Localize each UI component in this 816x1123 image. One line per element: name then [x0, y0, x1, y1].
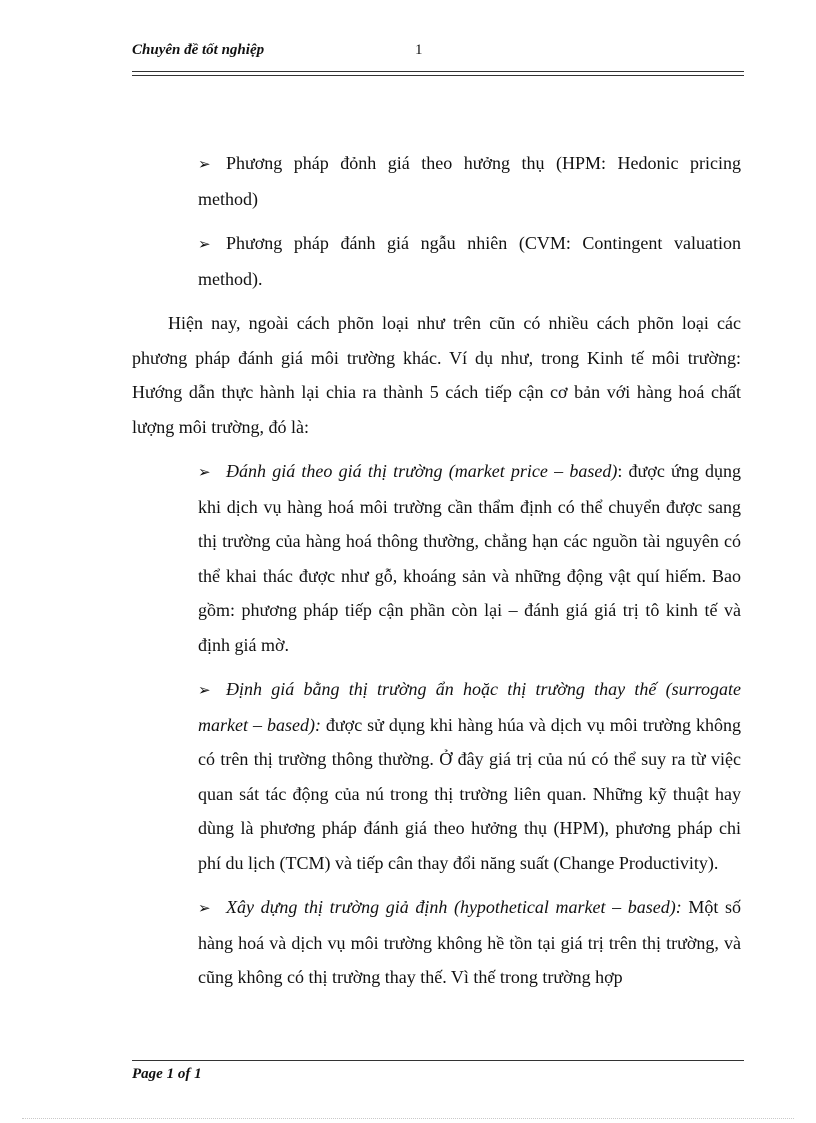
arrow-bullet-icon: ➢ — [198, 899, 211, 917]
list-item-body: : được ứng dụng khi dịch vụ hàng hoá môi trường cần thẩm định có thể chuyển được sang thị trường của hàng hoá thông thường, chẳng hạn các nguồn tài nguyên có thể khai thác được như gỗ, khoáng sản và những động vật quí hiếm. Bao gồm: phương pháp tiếp cận phần còn lại – đánh giá giá trị tô kinh tế và định giá mờ. — [198, 461, 741, 655]
list-item-text: Phương pháp đỏnh giá theo hưởng thụ (HPM: Hedonic pricing method) — [198, 153, 741, 209]
list-item-body: Một số hàng hoá và dịch vụ môi trường không hề tồn tại giá trị trên thị trường, và cũng không có thị trường thay thế. Vì thế trong trường hợp — [198, 897, 741, 987]
list-item-text: Phương pháp đánh giá ngẫu nhiên (CVM: Contingent valuation method). — [198, 233, 741, 289]
list-item — [198, 890, 741, 995]
header-rule-upper — [132, 71, 744, 72]
scan-edge-divider — [22, 1118, 794, 1119]
footer-rule — [132, 1060, 744, 1061]
header-rule-lower — [132, 75, 744, 76]
page-footer: Page 1 of 1 — [132, 1066, 202, 1082]
list-item-lead: Đánh giá theo giá thị trường (market price – based) — [226, 461, 618, 481]
list-item — [198, 226, 741, 296]
header-title: Chuyên đề tốt nghiệp — [132, 42, 265, 58]
arrow-bullet-icon: ➢ — [198, 463, 211, 481]
list-item — [198, 454, 741, 662]
list-item — [198, 146, 741, 216]
list-item-body: được sử dụng khi hàng húa và dịch vụ môi trường không có trên thị trường thông thường. Ở đây giá trị của nú có thể suy ra từ việc quan sát tác động của nú trong thị trường liên quan. Những kỹ thuật hay dùng là phương pháp đánh giá theo hưởng thụ (HPM), phương pháp chi phí du lịch (TCM) và tiếp cân thay đổi năng suất (Change Productivity). — [198, 714, 741, 873]
page-header — [132, 42, 744, 62]
document-body — [132, 146, 741, 995]
arrow-bullet-icon: ➢ — [198, 235, 211, 253]
arrow-bullet-icon: ➢ — [198, 681, 211, 699]
arrow-bullet-icon: ➢ — [198, 155, 211, 173]
list-item-lead: Xây dựng thị trường giả định (hypothetical market – based): — [226, 897, 682, 917]
body-paragraph: Hiện nay, ngoài cách phõn loại như trên cũn có nhiều cách phõn loại các phương pháp đánh giá môi trường khác. Ví dụ như, trong Kinh tế môi trường: Hướng dẫn thực hành lại chia ra thành 5 cách tiếp cận cơ bản với hàng hoá chất lượng môi trường, đó là: — [132, 313, 741, 437]
list-item-lead: Định giá bằng thị trường ẩn hoặc thị trường thay thế (surrogate market – based): — [198, 679, 741, 735]
header-page-number: 1 — [415, 42, 423, 58]
list-item — [198, 672, 741, 880]
